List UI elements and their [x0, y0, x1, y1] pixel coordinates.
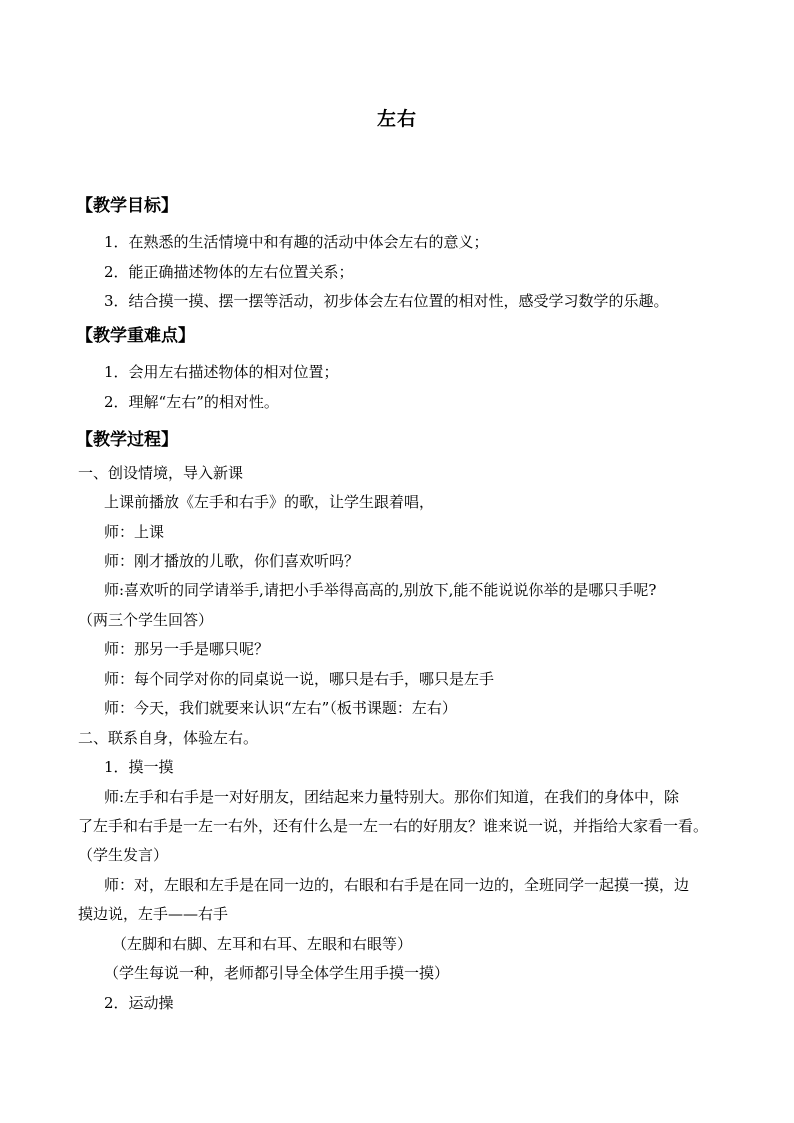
objective-item: 3．结合摸一摸、摆一摆等活动，初步体会左右位置的相对性，感受学习数学的乐趣。 — [104, 292, 669, 310]
process-line: 师：每个同学对你的同桌说一说，哪只是右手，哪只是左手 — [104, 670, 495, 688]
key-point-item: 1．会用左右描述物体的相对位置； — [104, 363, 339, 381]
section-heading-objectives: 【教学目标】 — [76, 196, 178, 216]
process-line: 师：上课 — [104, 523, 165, 541]
process-line: 了左手和右手是一左一右外，还有什么是一左一右的好朋友？谁来说一说，并指给大家看一看。 — [78, 817, 709, 835]
objective-item: 2．能正确描述物体的左右位置关系； — [104, 263, 354, 281]
key-point-item: 2．理解“左右”的相对性。 — [104, 393, 279, 411]
process-line: 师:左手和右手是一对好朋友，团结起来力量特别大。那你们知道，在我们的身体中，除 — [104, 788, 680, 806]
process-line: 1．摸一摸 — [104, 758, 174, 776]
process-line: 师：刚才播放的儿歌，你们喜欢听吗？ — [104, 552, 360, 570]
process-line: 师:喜欢听的同学请举手,请把小手举得高高的,别放下,能不能说说你举的是哪只手呢? — [104, 581, 657, 599]
process-line: 上课前播放《左手和右手》的歌，让学生跟着唱， — [104, 493, 435, 511]
process-line: 师：那另一手是哪只呢？ — [104, 640, 270, 658]
objective-item: 1．在熟悉的生活情境中和有趣的活动中体会左右的意义； — [104, 233, 489, 251]
process-line: （两三个学生回答） — [78, 611, 214, 629]
process-line: （左脚和右脚、左耳和右耳、左眼和右眼等） — [112, 935, 413, 953]
section-heading-process: 【教学过程】 — [76, 430, 178, 450]
process-line: 二、联系自身，体验左右。 — [78, 729, 259, 747]
process-line: 摸边说，左手——右手 — [78, 905, 229, 923]
process-line: 2．运动操 — [104, 994, 174, 1012]
process-line: （学生发言） — [78, 846, 169, 864]
process-line: 师：今天，我们就要来认识“左右”（板书课题：左右） — [104, 699, 457, 717]
process-line: （学生每说一种，老师都引导全体学生用手摸一摸） — [104, 964, 450, 982]
page-title: 左右 — [376, 108, 417, 130]
section-heading-key-points: 【教学重难点】 — [76, 326, 195, 346]
process-line: 一、创设情境，导入新课 — [78, 464, 244, 482]
process-line: 师：对，左眼和左手是在同一边的，右眼和右手是在同一边的，全班同学一起摸一摸，边 — [104, 876, 690, 894]
